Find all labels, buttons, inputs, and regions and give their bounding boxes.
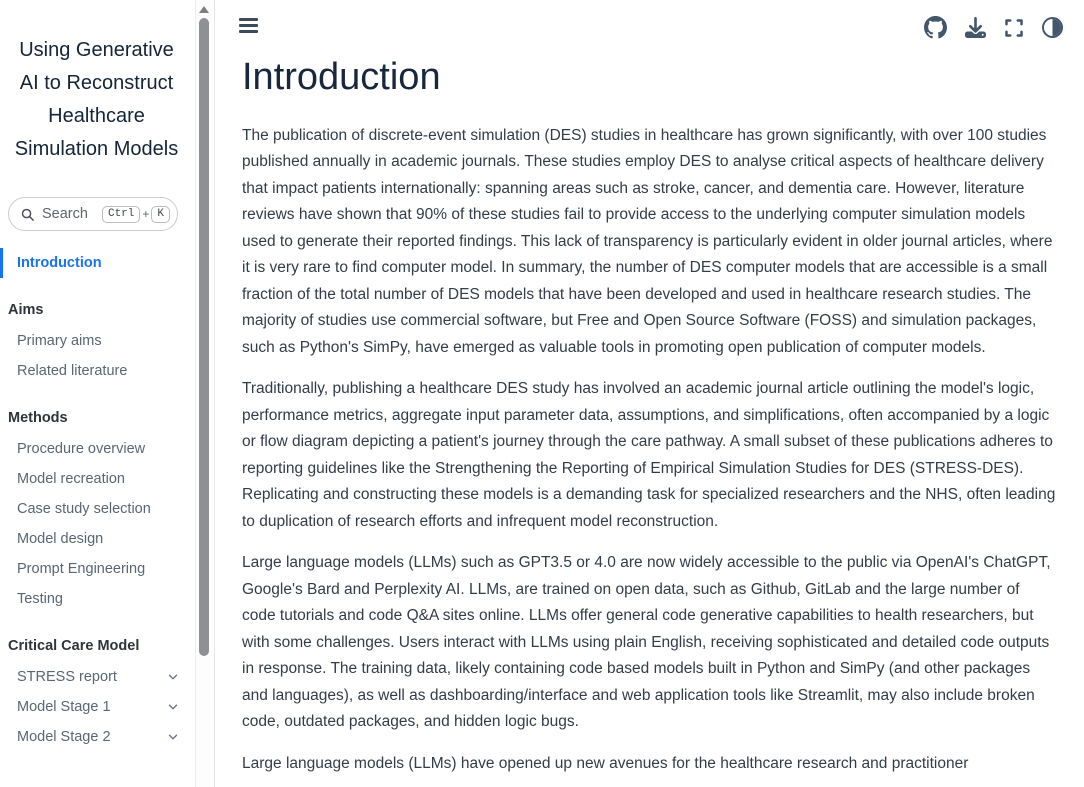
- sidebar-item-label: Procedure overview: [17, 441, 146, 457]
- sidebar-item-testing[interactable]: [0, 584, 193, 614]
- sidebar-item-model-stage-2[interactable]: [0, 722, 193, 752]
- sidebar: [0, 0, 215, 787]
- chevron-down-icon[interactable]: [166, 730, 180, 744]
- page-title: Introduction: [242, 56, 441, 98]
- chevron-down-icon[interactable]: [166, 670, 180, 684]
- paragraph-2: Traditionally, publishing a healthcare DES study has involved an academic journal article outlining the model's logic, performance metrics, aggregate input parameter data, assumptions, and simplifications, often accompanied by a logic or flow diagram depicting a patient's journey through the care pathway. A small subset of these publications adheres to reporting guidelines like the Strengthening the Reporting of Empirical Simulation Studies for DES (STRESS-DES). Replicating and constructing these models is a demanding task for specialized researchers and the NHS, often leading to duplication of research efforts and infrequent model reconstruction.: [242, 380, 1056, 530]
- paragraph-4: Large language models (LLMs) have opened up new avenues for the healthcare research and practitioner: [242, 754, 969, 772]
- sidebar-item-label: Model design: [17, 531, 104, 547]
- sidebar-item-label: Model Stage 2: [17, 729, 111, 745]
- sidebar-item-stress-report[interactable]: [0, 662, 193, 692]
- chevron-down-icon[interactable]: [166, 700, 180, 714]
- sidebar-caption-aims: Aims: [8, 302, 44, 318]
- scroll-up-arrow-icon[interactable]: [199, 6, 209, 13]
- sidebar-item-label: Model Stage 1: [17, 699, 111, 715]
- kbd-ctrl: Ctrl: [102, 206, 140, 223]
- sidebar-scrollbar[interactable]: [195, 0, 212, 787]
- sidebar-caption-critical-care-model: Critical Care Model: [8, 638, 140, 654]
- sidebar-item-model-design[interactable]: [0, 524, 193, 554]
- sidebar-item-procedure-overview[interactable]: [0, 434, 193, 464]
- hamburger-menu-icon[interactable]: [237, 16, 260, 35]
- kbd-k: K: [151, 206, 170, 223]
- sidebar-item-label: Model recreation: [17, 471, 125, 487]
- sidebar-content: [0, 0, 193, 787]
- search-input[interactable]: [8, 197, 178, 231]
- sidebar-scrollbar-thumb[interactable]: [199, 18, 209, 656]
- sidebar-nav: [0, 248, 193, 752]
- kbd-plus: +: [142, 207, 150, 221]
- sidebar-item-label: Case study selection: [17, 501, 151, 517]
- sidebar-item-label: Related literature: [17, 363, 128, 379]
- download-icon[interactable]: [965, 17, 986, 38]
- header-icons: [924, 16, 1063, 39]
- topbar: [215, 0, 1084, 44]
- sidebar-item-prompt-engineering[interactable]: [0, 554, 193, 584]
- paragraph-3: Large language models (LLMs) such as GPT3.5 or 4.0 are now widely accessible to the public via OpenAI's ChatGPT, Google's Bard and Perplexity AI. LLMs, are trained on open data, such as Github, GitLab and the large number of code tutorials and code Q&A sites online. LLMs offer general code generative capabilities to health researchers, but with some challenges. Users interact with LLMs using plain English, receiving sophisticated and detailed code outputs in response. The training data, likely containing code based models built in Python and SimPy (and other packages and languages), as well as dashboarding/interface and web application tools like Streamlit, may also include broken code, outdated packages, and hidden logic bugs.: [242, 554, 1051, 731]
- sidebar-caption-methods: Methods: [8, 410, 68, 426]
- sidebar-item-case-study-selection[interactable]: [0, 494, 193, 524]
- github-icon[interactable]: [924, 16, 947, 39]
- site-title-link[interactable]: Using Generative AI to Reconstruct Healthcare Simulation Models: [14, 39, 179, 160]
- sidebar-item-introduction[interactable]: [0, 248, 193, 278]
- paragraph-1: The publication of discrete-event simulation (DES) studies in healthcare has grown significantly, with over 100 studies published annually in academic journals. These studies employ DES to analyse critical aspects of healthcare delivery that impact patients internationally: spanning areas such as stroke, cancer, and dementia care. However, literature reviews have shown that 90% of these studies fail to provide access to the underlying computer simulation models used to generate their reported findings. This lack of transparency is particularly evident in older journal articles, where it is very rare to find computer model. In summary, the number of DES computer models that are accessible is a small fraction of the total number of DES models that have been developed and used in healthcare research studies. The majority of studies use commercial software, but Free and Open Source Software (FOSS) and simulation packages, such as Python's SimPy, have emerged as valuable tools in promoting open publication of computer models.: [242, 126, 1053, 356]
- theme-contrast-icon[interactable]: [1042, 17, 1063, 38]
- search-placeholder: Search: [42, 206, 88, 222]
- search-shortcut: [102, 206, 170, 223]
- sidebar-item-model-recreation[interactable]: [0, 464, 193, 494]
- sidebar-item-label: Introduction: [17, 255, 102, 271]
- fullscreen-icon[interactable]: [1004, 18, 1024, 38]
- sidebar-item-related-literature[interactable]: [0, 356, 193, 386]
- sidebar-item-label: Testing: [17, 591, 63, 607]
- search-icon: [20, 207, 35, 222]
- sidebar-item-label: STRESS report: [17, 669, 117, 685]
- sidebar-item-primary-aims[interactable]: [0, 326, 193, 356]
- main-content: [215, 0, 1084, 787]
- article: [215, 57, 1084, 777]
- sidebar-item-model-stage-1[interactable]: [0, 692, 193, 722]
- sidebar-item-label: Prompt Engineering: [17, 561, 146, 577]
- sidebar-item-label: Primary aims: [17, 333, 102, 349]
